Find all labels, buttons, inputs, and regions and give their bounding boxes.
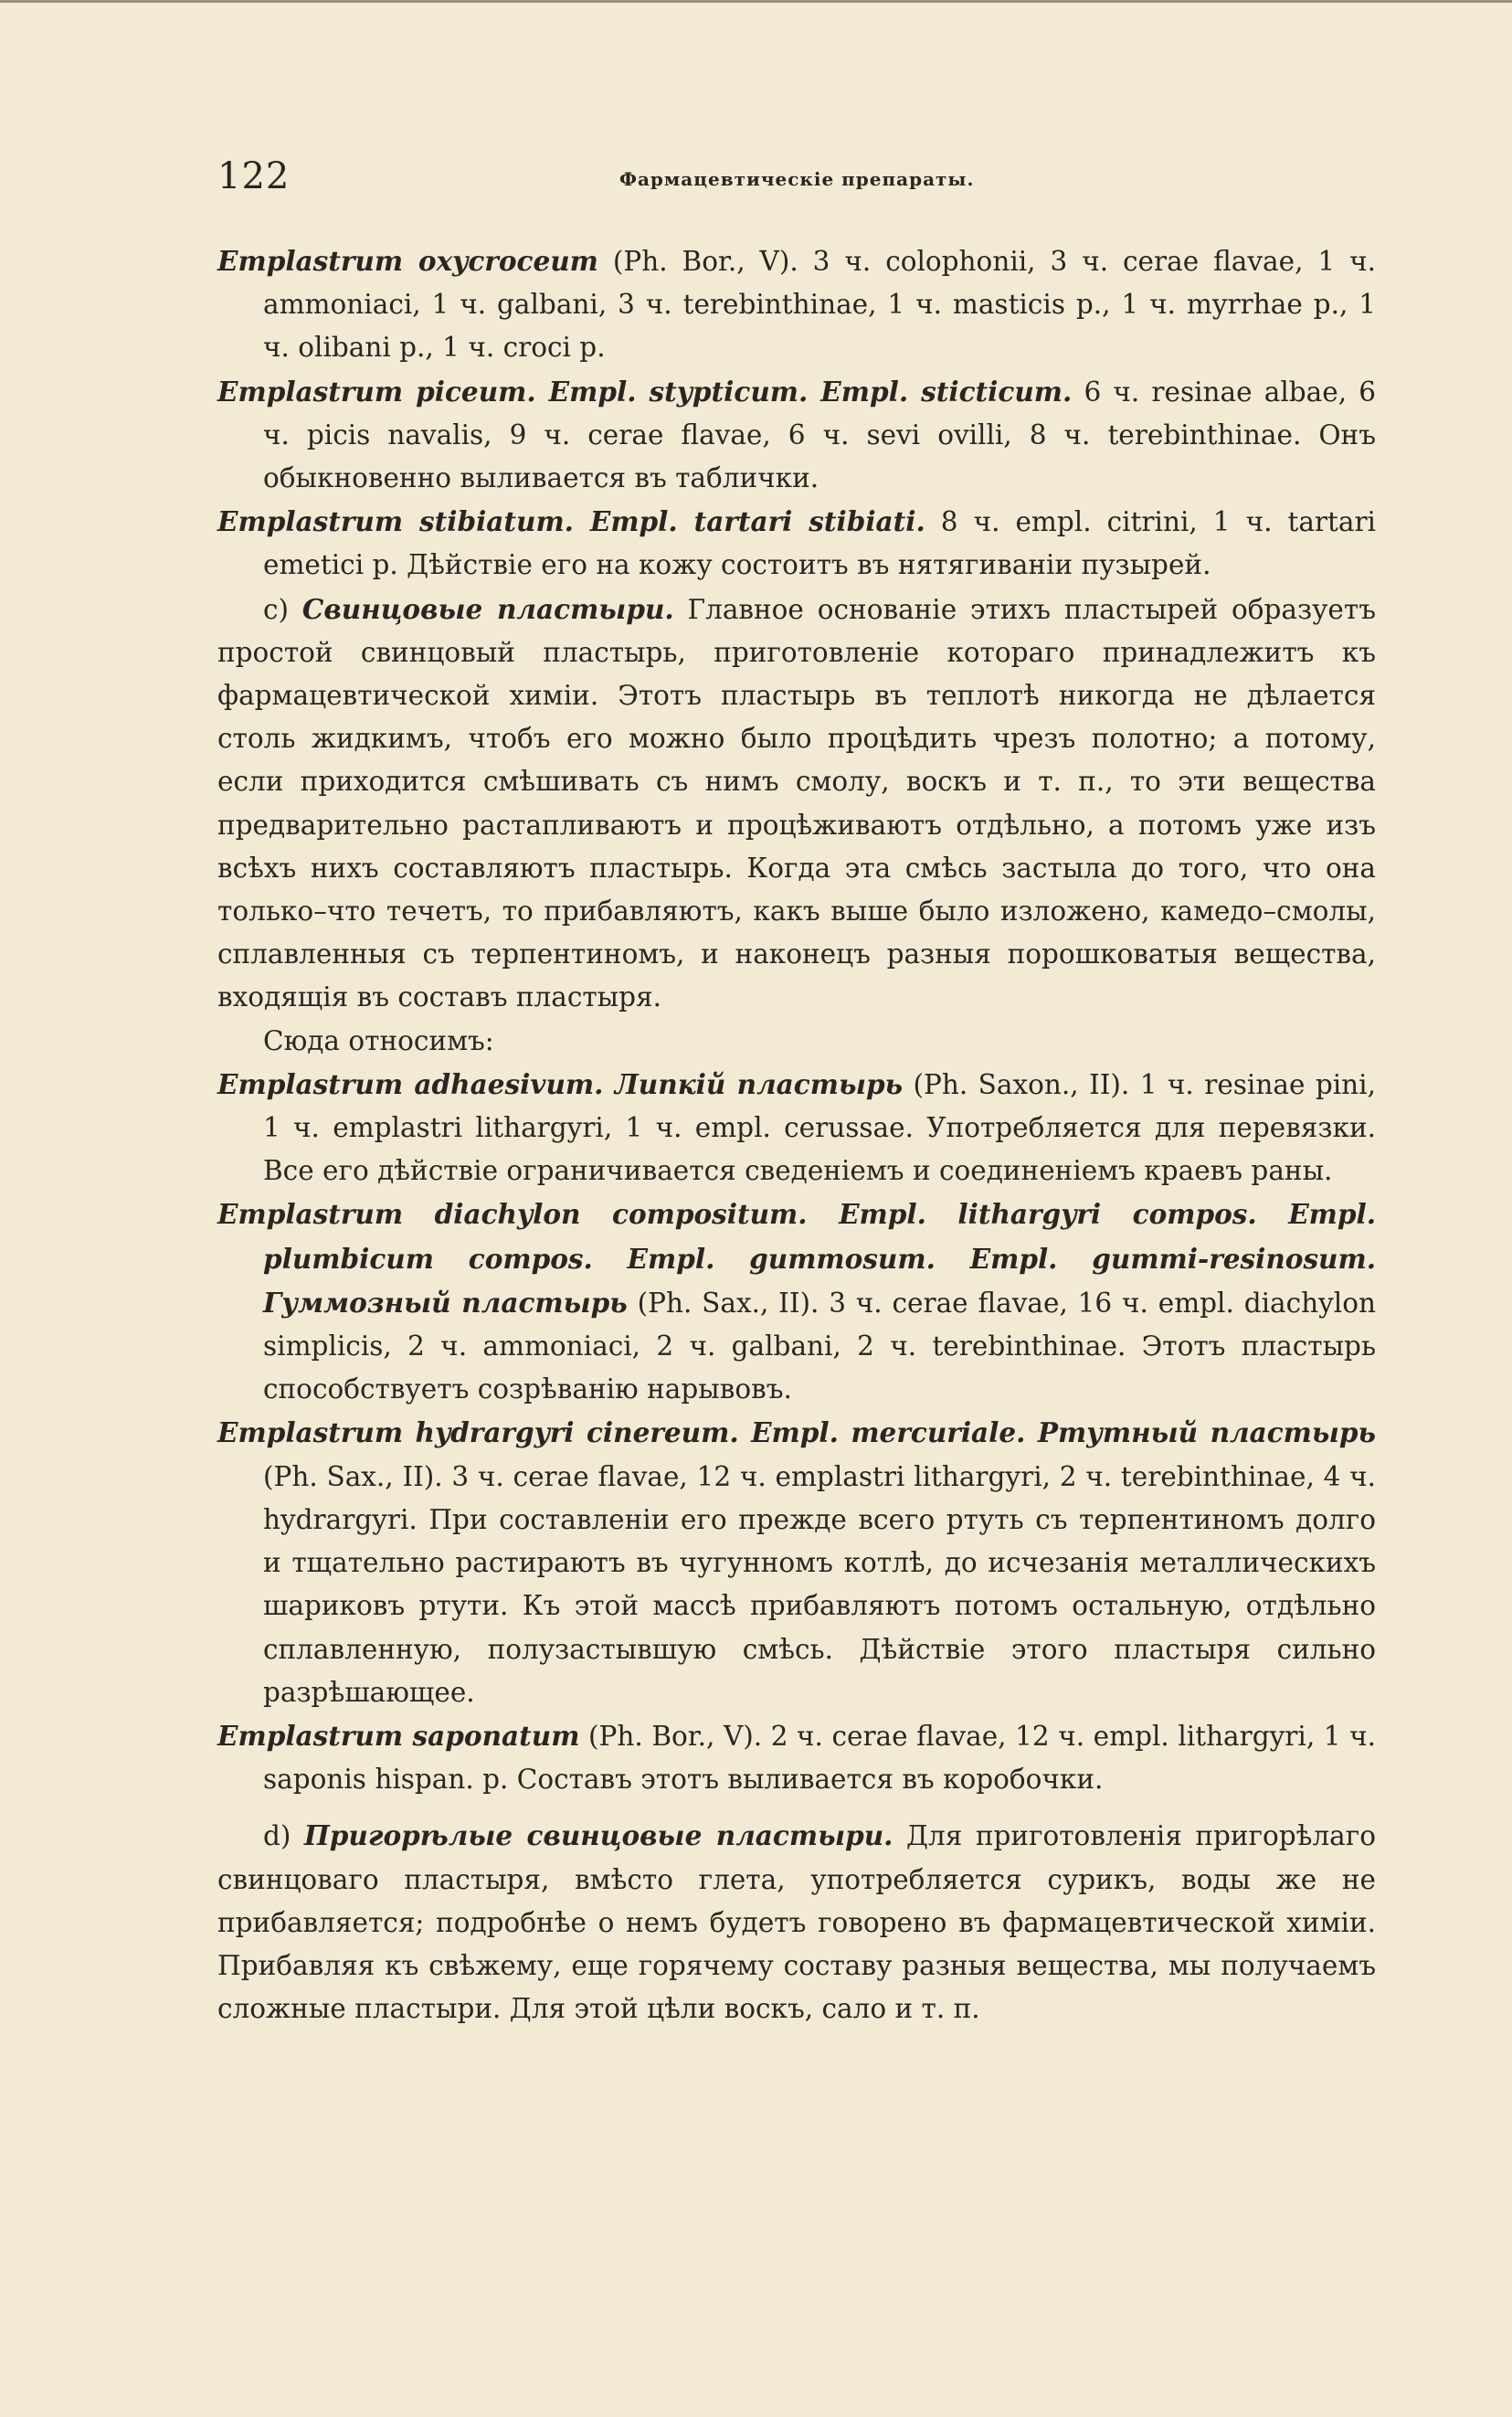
section-gap xyxy=(217,1801,1376,1814)
entry-title: Emplastrum adhaesivum. Липкій пластырь xyxy=(217,1067,904,1100)
entry-piceum xyxy=(217,370,1376,501)
entry-title: Emplastrum saponatum xyxy=(217,1719,580,1752)
entry-stibiatum xyxy=(217,500,1376,587)
entry-text: 6 ч. resinae albae, 6 ч. picis navalis, 9 ч. cerae flavae, 6 ч. sevi ovilli, 8 ч. terebinthinae. Онъ обыкновенно выливается въ таблички. xyxy=(263,376,1376,494)
entry-text: (Ph. Saxon., II). 1 ч. resinae pini, 1 ч. emplastri lithargyri, 1 ч. empl. cerussae. Употребляется для перевязки. Все его дѣйствіе ограничивается сведеніемъ и соединеніемъ краевъ раны. xyxy=(263,1068,1376,1187)
section-d-title: Пригорѣлые свинцовые пластыри. xyxy=(303,1819,893,1852)
page-number: 122 xyxy=(217,155,291,197)
entry-text: 8 ч. empl. citrini, 1 ч. tartari emetici p. Дѣйствіе его на кожу состоитъ въ нятягиваніи пузырей. xyxy=(263,506,1376,581)
page-body xyxy=(217,239,1376,2030)
entry-text: (Ph. Sax., II). 3 ч. cerae flavae, 16 ч. empl. diachylon simplicis, 2 ч. ammoniaci, 2 ч. galbani, 2 ч. terebinthinae. Этотъ пластырь способствуетъ созрѣванію нарывовъ. xyxy=(263,1287,1376,1405)
entry-title: Emplastrum oxycroceum xyxy=(217,245,598,277)
section-c-title: Свинцовые пластыри. xyxy=(301,592,674,625)
entry-hydrargyri xyxy=(217,1411,1376,1713)
entry-text: (Ph. Bor., V). 2 ч. cerae flavae, 12 ч. empl. lithargyri, 1 ч. saponis hispan. p. Составъ этотъ выливается въ коробочки. xyxy=(263,1720,1376,1796)
entry-title: Emplastrum hydrargyri cinereum. Empl. mercuriale. Ртутный пластырь xyxy=(217,1416,1376,1449)
section-c-marker: c) xyxy=(263,593,290,625)
top-edge-line xyxy=(0,0,1512,3)
entry-text: (Ph. Bor., V). 3 ч. colophonii, 3 ч. cerae flavae, 1 ч. ammoniaci, 1 ч. galbani, 3 ч. terebinthinae, 1 ч. masticis p., 1 ч. myrrhae p., 1 ч. olibani p., 1 ч. croci p. xyxy=(263,246,1376,364)
entry-diachylon xyxy=(217,1193,1376,1411)
entry-title: Emplastrum diachylon compositum. Empl. lithargyri compos. Empl. plumbicum compos. Empl. gummosum. Empl. gummi-resinosum. Гуммозный пластырь xyxy=(217,1198,1376,1319)
running-head: Фармацевтическіе препараты. xyxy=(619,168,975,190)
entry-title: Emplastrum piceum. Empl. stypticum. Empl. sticticum. xyxy=(217,375,1073,408)
section-c-text: Главное основаніе этихъ пластырей образуетъ простой свинцовый пластырь, приготовленіе котораго принадлежитъ къ фармацевтической химіи. Этотъ пластырь въ теплотѣ никогда не дѣлается столь жидкимъ, чтобъ его можно было процѣдить чрезъ полотно; а потому, если приходится смѣшивать съ нимъ смолу, воскъ и т. п., то эти вещества предварительно растапливаютъ и процѣживаютъ отдѣльно, а потомъ уже изъ всѣхъ нихъ составляютъ пластырь. Когда эта смѣсь застыла до того, что она только–что течетъ, то прибавляютъ, какъ выше было изложено, камедо–смолы, сплавленныя съ терпентиномъ, и наконецъ разныя порошковатыя вещества, входящія въ составъ пластыря. xyxy=(217,593,1376,1013)
entry-oxycroceum xyxy=(217,239,1376,370)
entry-title: Emplastrum stibiatum. Empl. tartari stibiati. xyxy=(217,505,925,538)
entry-saponatum xyxy=(217,1714,1376,1801)
entry-adhaesivum xyxy=(217,1063,1376,1193)
section-d-paragraph xyxy=(217,1814,1376,2030)
section-c-intro: Сюда относимъ: xyxy=(263,1024,494,1056)
section-d-text: Для приготовленія пригорѣлаго свинцоваго пластыря, вмѣсто глета, употребляется сурикъ, воды же не прибавляется; подробнѣе о немъ будетъ говорено въ фармацевтической химіи. Прибавляя къ свѣжему, еще горячему составу разныя вещества, мы получаемъ сложные пластыри. Для этой цѣли воскъ, сало и т. п. xyxy=(217,1820,1376,2025)
page-header xyxy=(217,155,1378,203)
section-d-marker: d) xyxy=(263,1820,291,1852)
section-c-paragraph xyxy=(217,588,1376,1020)
entry-text: (Ph. Sax., II). 3 ч. cerae flavae, 12 ч. emplastri lithargyri, 2 ч. terebinthinae, 4 ч. hydrargyri. При составленіи его прежде всего ртуть съ терпентиномъ долго и тщательно растираютъ въ чугунномъ котлѣ, до исчезанія металлическихъ шариковъ ртути. Къ этой массѣ прибавляютъ потомъ остальную, отдѣльно сплавленную, полузастывшую смѣсь. Дѣйствіе этого пластыря сильно разрѣшающее. xyxy=(263,1460,1376,1708)
